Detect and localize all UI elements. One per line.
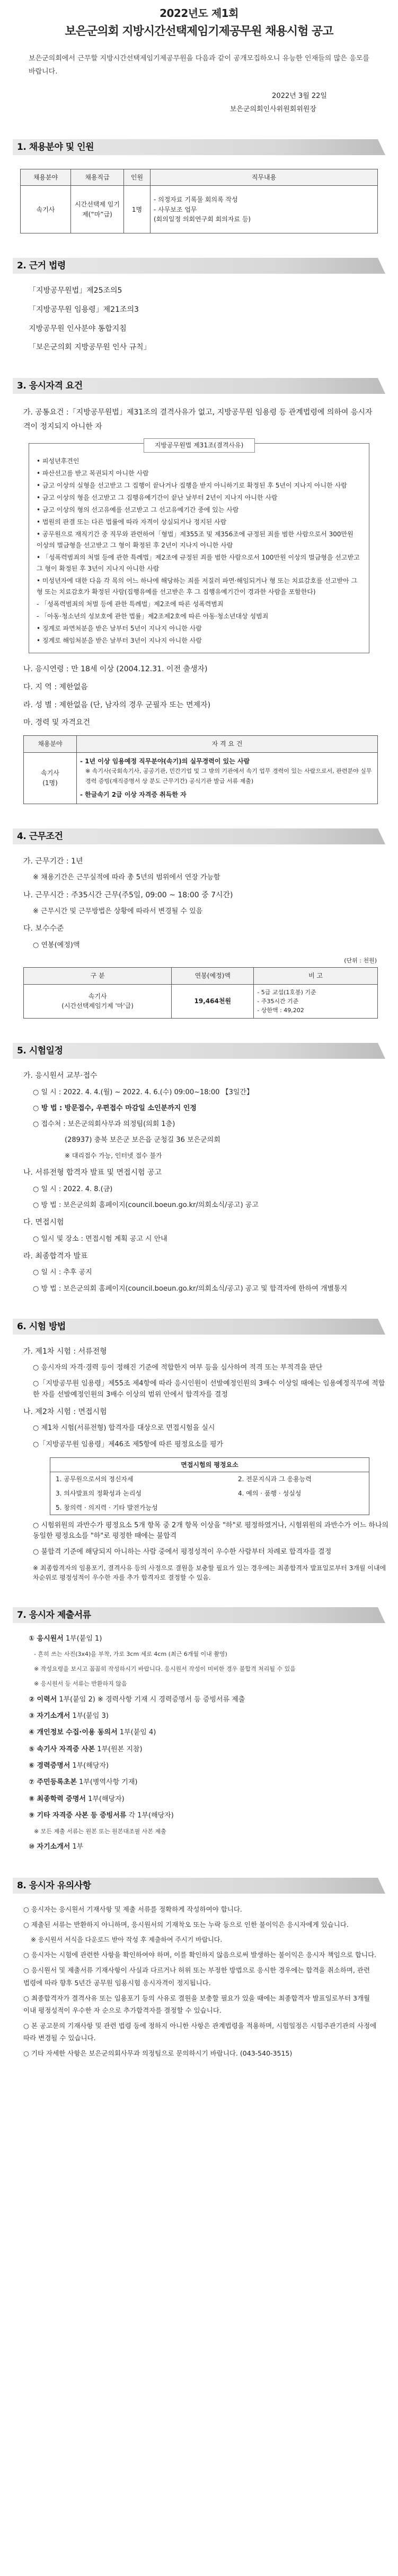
doc-label: ⑩ 자기소개서 xyxy=(29,1843,70,1851)
section-3-header xyxy=(7,375,391,396)
pay-unit: (단위 : 천원) xyxy=(344,957,377,965)
eval-factor: 3. 의사발표의 정확성과 논리성 xyxy=(56,1489,141,1497)
qual-field: 속기사 (1명) xyxy=(24,752,77,804)
work-period-note: ※ 채용기간은 근무실적에 따라 총 5년의 범위에서 연장 가능함 xyxy=(33,873,220,882)
disq-item: • 「성폭력범죄의 처벌 등에 관한 특례법」제2조에 규정된 죄를 범한 사람으로서 100만원 이상의 벌금형을 선고받고 그 형이 확정된 후 3년이 지나지 아니한 사람 xyxy=(37,554,360,573)
notice-item: ○ 응시자는 응시원서 기재사항 및 제출 서류를 정확하게 작성하여야 합니다. xyxy=(23,1905,242,1913)
eval-factor-head: 면접시험의 평정요소 xyxy=(50,1458,369,1473)
pay-note: - 5급 교섭(1호봉) 기준 - 주35시간 기준 - 상한액 : 49,202 xyxy=(254,984,378,1018)
doc-result-title: 나. 서류전형 합격자 발표 및 면접시험 공고 xyxy=(23,1168,162,1177)
section-2-title: 2. 근거 법령 xyxy=(17,260,66,272)
section-1-header xyxy=(7,136,391,157)
pay-kind: 속기사 (시간선택제임기제 '마'급) xyxy=(24,984,172,1018)
notice-item: ○ 제출된 서류는 반환하지 아니하며, 응시원서의 기재착오 또는 누락 등으로 인한 불이익은 응시자에게 있습니다. xyxy=(23,1920,349,1929)
disq-item: • 공무원으로 재직기간 중 직무와 관련하여「형법」제355조 및 제356조에 규정된 죄를 범한 사람으로서 300만원 이상의 벌금형을 선고받고 그 형이 확정된 후 2년이 지나지 아니한 사람 xyxy=(37,530,353,550)
exam1-desc-2: ○「지방공무원 임용령」제55조 제4항에 따라 응시인원이 선발예정인원의 3배수 이상일 때에는 임용예정직무에 적합한 자를 선발예정인원의 3배수 이상의 범위 안에서 합격자를 결정 xyxy=(33,1380,385,1399)
disq-item: - 「성폭력범죄의 처벌 등에 관한 특례법」제2조에 따른 성폭력범죄 xyxy=(37,600,224,608)
section-8-header xyxy=(7,1875,391,1896)
qualification-table xyxy=(23,735,378,804)
final-result-date: ○ 일 시 : 추후 공지 xyxy=(33,1268,92,1277)
section-6-header xyxy=(7,1316,391,1337)
doc-label: ⑧ 최종학력 증명서 xyxy=(29,1795,86,1803)
section-2-header xyxy=(7,255,391,276)
notice-item: ○ 응시원서 및 제출서류 기재사항이 사실과 다르거나 허위 또는 부정한 방법으로 응시한 경우에는 합격을 취소하며, 관련 법령에 따라 향후 5년간 공무원 임용시험 응시자격이 정지됩니다. xyxy=(23,1966,370,1987)
doc-tail: 1부(병역사항 기재) xyxy=(76,1778,138,1787)
recruit-table xyxy=(20,169,378,234)
doc-note: - 흔히 쓰는 사진(3x4)을 부착, 가로 3cm 세로 4cm (최근 6개월 이내 촬영) xyxy=(34,1651,227,1658)
th-grade: 채용직급 xyxy=(71,169,124,186)
pay-title: 다. 보수수준 xyxy=(23,924,64,933)
apply-address: (28937) 충북 보은군 보은읍 군청길 36 보은군의회 xyxy=(65,1136,220,1145)
section-4-title: 4. 근무조건 xyxy=(17,831,63,842)
law-item: 지방공무원 인사분야 통합지침 xyxy=(29,324,127,333)
doc-label: ② 이력서 xyxy=(29,1695,57,1704)
section-1-title: 1. 채용분야 및 인원 xyxy=(17,141,94,152)
doc-note: ※ 작성요령을 보시고 꼼꼼히 작성하시기 바랍니다. 응시원서 작성이 미비한 경우 불합격 처리될 수 있음 xyxy=(34,1665,296,1672)
doc-label: ⑦ 주민등록초본 xyxy=(29,1778,77,1787)
submit-doc-list xyxy=(29,1633,380,1853)
notice-item: ※ 응시원서 서식을 다운로드 받아 작성 후 제출하여 주시기 바랍니다. xyxy=(31,1936,223,1944)
disq-item: • 징계로 파면처분을 받은 날부터 5년이 지나지 아니한 사람 xyxy=(37,625,202,633)
th-field: 채용분야 xyxy=(21,169,71,186)
exam2-title: 나. 제2차 시험 : 면접시험 xyxy=(23,1407,107,1416)
notice-org: 보은군의회인사위원회위원장 xyxy=(229,105,316,113)
qual-reqs xyxy=(77,752,378,804)
interview-title: 다. 면접시험 xyxy=(23,1218,64,1227)
notice-list xyxy=(23,1903,378,2059)
pay-amount: 19,464천원 xyxy=(172,984,254,1018)
th-qual-req: 자 격 요 건 xyxy=(77,736,378,753)
cell-duties: - 의정자료 기록물 회의록 작성 - 사무보조 업무 (회의일정 의회연구회 회의자료 등) xyxy=(151,186,378,233)
eval-factor: 4. 예의 · 품행 · 성실성 xyxy=(238,1489,302,1497)
notice-round: 2022년도 제1회 xyxy=(160,7,238,20)
notice-item: ○ 응시자는 시험에 관련한 사항을 확인하여야 하며, 이를 확인하지 않음으로써 발생하는 불이익은 응시자 책임으로 합니다. xyxy=(23,1951,377,1959)
section-6-title: 6. 시험 방법 xyxy=(17,1321,66,1332)
doc-tail: 각 1부(해당자) xyxy=(126,1812,174,1820)
interview-info: ○ 일시 및 장소 : 면접시험 계획 공고 시 안내 xyxy=(33,1235,167,1243)
qual-req-2: - 한글속기 2급 이상 자격증 취득한 자 xyxy=(80,791,187,799)
exam1-desc-1: ○ 응시자의 자격·경력 등이 정해진 기준에 적합한지 여부 등을 심사하여 적격 또는 부적격을 판단 xyxy=(33,1364,323,1372)
career-requirement-title: 마. 경력 및 자격요건 xyxy=(23,718,90,727)
exam2-desc-1: ○ 제1차 시험(서류전형) 합격자를 대상으로 면접시험을 실시 xyxy=(33,1424,215,1433)
disq-item: • 파산선고를 받고 복권되지 아니한 사람 xyxy=(37,470,149,478)
intro-text: 보은군의회에서 근무할 지방시간선택제임기제공무원을 다음과 같이 공개모집하오니 유능한 인재들의 많은 응모를 바랍니다. xyxy=(29,55,369,76)
apply-date: ○ 일 시 : 2022. 4. 4.(월) ~ 2022. 4. 6.(수) 09:00~18:00 【3일간】 xyxy=(33,1088,253,1096)
exam2-desc-2: ○「지방공무원 임용령」제46조 제5항에 따른 평정요소를 평가 xyxy=(33,1440,224,1448)
doc-tail: 1부(붙임 4) xyxy=(117,1728,156,1737)
law-item: 「지방공무원 임용령」제21조의3 xyxy=(29,305,139,314)
exam2-desc-4: ○ 불합격 기준에 해당되지 아니하는 사람 중에서 평정성적이 우수한 사람부터 차례로 합격자를 결정 xyxy=(33,1548,332,1556)
section-4-header xyxy=(7,825,391,846)
disq-item: • 피성년후견인 xyxy=(37,457,79,465)
work-hours-note: ※ 근무시간 및 근무방법은 상황에 따라서 변경될 수 있음 xyxy=(33,907,203,916)
region-requirement: 다. 지 역 : 제한없음 xyxy=(23,682,88,691)
pay-subtitle: ○ 연봉(예정)액 xyxy=(33,941,80,950)
disq-item: • 금고 이상의 실형을 선고받고 그 집행이 끝나거나 집행을 받지 아니하기로 확정된 후 5년이 지나지 아니한 사람 xyxy=(37,482,347,490)
doc-tail: 1부(해당자) xyxy=(70,1762,109,1770)
qual-req-1: - 1년 이상 임용예정 직무분야(속기)의 실무경력이 있는 사람 xyxy=(80,757,250,765)
th-pay-note: 비 고 xyxy=(254,968,378,985)
section-3-title: 3. 응시자격 요건 xyxy=(17,381,83,392)
apply-method: ○ 방 법 : 방문접수, 우편접수 마감일 소인분까지 인정 xyxy=(33,1104,197,1112)
section-5-header xyxy=(7,1040,391,1061)
th-count: 인원 xyxy=(124,169,151,186)
gender-requirement: 라. 성 별 : 제한없음 (단, 남자의 경우 군필자 또는 면제자) xyxy=(23,700,211,709)
doc-note: ※ 모든 제출 서류는 원본 또는 원본대조필 사본 제출 xyxy=(34,1827,166,1835)
cell-count: 1명 xyxy=(124,186,151,233)
doc-result-method: ○ 방 법 : 보은군의회 홈페이지(council.boeun.go.kr/의회소식/공고) 공고 xyxy=(33,1201,259,1209)
doc-label: ⑥ 경력증명서 xyxy=(29,1762,70,1770)
law-item: 「지방공무원법」제25조의5 xyxy=(29,286,122,295)
apply-place: ○ 접수처 : 보은군의회사무과 의정팀(의회 1층) xyxy=(33,1120,175,1129)
doc-label: ③ 자기소개서 xyxy=(29,1712,70,1720)
section-8-title: 8. 응시자 유의사항 xyxy=(17,1880,91,1891)
notice-item: ○ 기타 자세한 사항은 보은군의회사무과 의정팀으로 문의하시기 바랍니다. (043-540-3515) xyxy=(23,2049,293,2058)
apply-note: ※ 대리접수 가능, 인터넷 접수 불가 xyxy=(65,1152,162,1160)
doc-label: ⑤ 속기사 자격증 사본 xyxy=(29,1745,95,1753)
work-period: 가. 근무기간 : 1년 xyxy=(23,857,83,866)
qual-req-1-note: ※ 속기사(국회속기사, 공공기관, 민간기업 및 그 밖의 기관에서 속기 업무 경력이 있는 사람으로서, 관련분야 실무경력 증빙(재직증명서 상 분도 근무기간) 공식기관 발급 서류 제출) xyxy=(85,768,372,785)
doc-tail: 1부(붙임 1) xyxy=(63,1634,102,1643)
age-requirement: 나. 응시연령 : 만 18세 이상 (2004.12.31. 이전 출생자) xyxy=(23,665,208,674)
notice-item: ○ 최종합격자가 결격사유 또는 임용포기 등의 사유로 결원을 보충할 필요가 있을 때에는 최종합격자 발표일로부터 3개월 이내 평정성적이 우수한 자 순으로 추가합격자를 결정할 수 있습니다. xyxy=(23,1994,370,2014)
notice-title: 보은군의회 지방시간선택제임기제공무원 채용시험 공고 xyxy=(65,25,333,38)
apply-title: 가. 응시원서 교부·접수 xyxy=(23,1071,98,1080)
notice-date: 2022년 3월 22일 xyxy=(272,92,327,101)
th-pay-kind: 구 분 xyxy=(24,968,172,985)
doc-label: ① 응시원서 xyxy=(29,1634,64,1643)
law-item: 「보은군의회 지방공무원 인사 규칙」 xyxy=(29,343,151,352)
disq-item: • 금고 이상의 형의 선고유예를 선고받고 그 선고유예기간 중에 있는 사람 xyxy=(37,506,239,514)
disq-item: • 미성년자에 대한 다음 각 목의 어느 하나에 해당하는 죄를 저질러 파면·해임되거나 형 또는 치료감호를 선고받아 그 형 또는 치료감호가 확정된 사람(집행유예를 선고받은 후 그 집행유예기간이 경과한 사람을 포함한다) xyxy=(37,577,358,596)
exam1-title: 가. 제1차 시험 : 서류전형 xyxy=(23,1347,107,1356)
disqualification-box xyxy=(29,443,369,653)
final-result-method: ○ 방 법 : 보은군의회 홈페이지(council.boeun.go.kr/의회소식/공고) 공고 및 합격자에 한하여 개별통지 xyxy=(33,1284,348,1293)
eval-factor: 2. 전문지식과 그 응용능력 xyxy=(238,1475,312,1483)
disq-item: - 「아동·청소년의 성보호에 관한 법률」제2조제2호에 따른 아동·청소년대상 성범죄 xyxy=(37,613,269,620)
exam2-desc-3: ○ 시험위원의 과반수가 평정요소 5개 항목 중 2개 항목 이상을 "하"로 평정하였거나, 시험위원의 과반수가 어느 하나의 동일한 평정요소를 "하"로 평정한 때에는 불합격 xyxy=(33,1521,389,1541)
notice-item: ○ 본 공고문의 기재사항 및 관련 법령 등에 정하지 아니한 사항은 관계법령을 적용하며, 시험일정은 시험주관기관의 사정에 따라 변경될 수 있습니다. xyxy=(23,2021,377,2042)
doc-tail: 1부(해당자) xyxy=(85,1795,125,1803)
doc-note: ※ 응시원서 등 서류는 반환하지 않음 xyxy=(34,1680,127,1687)
eval-factor-box xyxy=(50,1457,369,1515)
doc-label: ⑨ 기타 자격증 사본 등 증빙서류 xyxy=(29,1812,127,1820)
pay-table xyxy=(23,967,378,1019)
th-duties: 직무내용 xyxy=(151,169,378,186)
law-list xyxy=(29,285,391,354)
doc-tail: 1부(붙임 3) xyxy=(70,1712,109,1720)
eval-factor: 5. 창의력 · 의지력 · 기타 발전가능성 xyxy=(56,1503,158,1511)
work-hours: 나. 근무시간 : 주35시간 근무(주5일, 09:00 ~ 18:00 중 7시간) xyxy=(23,890,233,899)
notice-header xyxy=(7,0,391,41)
eval-factor: 1. 공무원으로서의 정신자세 xyxy=(56,1475,134,1483)
disq-item: • 금고 이상의 형을 선고받고 그 집행유예기간이 끝난 날부터 2년이 지나지 아니한 사람 xyxy=(37,494,278,502)
doc-tail: 1부(붙임 2) ※ 경력사항 기재 시 경력증명서 등 증빙서류 제출 xyxy=(57,1695,245,1704)
disqualification-caption: 지방공무원법 제31조(결격사유) xyxy=(144,438,255,453)
doc-tail: 1부 xyxy=(70,1843,84,1851)
disq-item: • 법원의 판결 또는 다른 법률에 따라 자격이 상실되거나 정지된 사람 xyxy=(37,518,227,526)
doc-result-date: ○ 일 시 : 2022. 4. 8.(금) xyxy=(33,1185,113,1193)
doc-tail: 1부(원본 지참) xyxy=(95,1745,143,1753)
section-7-title: 7. 응시자 제출서류 xyxy=(17,1609,91,1620)
section-7-header xyxy=(7,1604,391,1625)
final-result-title: 라. 최종합격자 발표 xyxy=(23,1251,88,1260)
cell-field: 속기사 xyxy=(21,186,71,233)
common-requirement: 가. 공통요건 :「지방공무원법」제31조의 결격사유가 없고, 지방공무원 임용령 등 관계법령에 의하여 응시자격이 정지되지 아니한 자 xyxy=(23,408,373,431)
th-qual-field: 채용분야 xyxy=(24,736,77,753)
doc-label: ④ 개인정보 수집·이용 동의서 xyxy=(29,1728,118,1737)
cell-grade: 시간선택제 임기제(“마”급) xyxy=(71,186,124,233)
th-pay-amount: 연봉(예정)액 xyxy=(172,968,254,985)
exam2-desc-5: ※ 최종합격자의 임용포기, 결격사유 등의 사정으로 결원을 보충할 필요가 있는 경우에는 최종합격자 발표일로부터 3개월 이내에 차순위로 평정성적이 우수한 자를 추가 합격자로 결정할 수 있음. xyxy=(33,1564,386,1582)
disq-item: • 징계로 해임처분을 받은 날부터 3년이 지나지 아니한 사람 xyxy=(37,637,202,645)
section-5-title: 5. 시험일정 xyxy=(17,1046,63,1057)
